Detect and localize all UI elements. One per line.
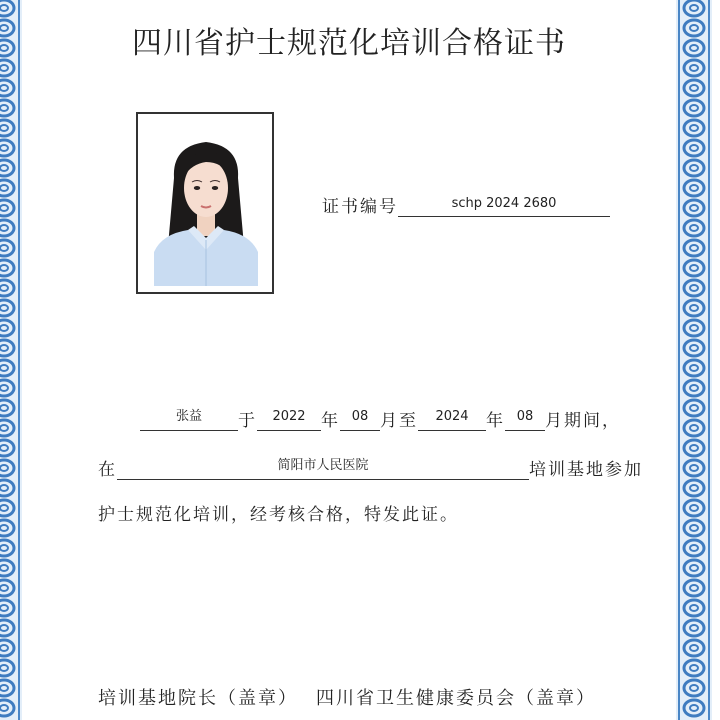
decorative-border-left (0, 0, 22, 720)
text-year-1: 年 (321, 411, 340, 431)
text-base-join: 培训基地参加 (529, 460, 643, 480)
sign-base-director: 培训基地院长（盖章） (98, 688, 298, 709)
text-year-2: 年 (486, 411, 505, 431)
training-hospital: 简阳市人民医院 (117, 459, 529, 480)
certificate-title: 四川省护士规范化培训合格证书 (132, 26, 566, 61)
sign-health-commission: 四川省卫生健康委员会（盖章） (316, 688, 596, 709)
id-portrait-photo (152, 126, 260, 286)
certificate (22, 0, 676, 720)
decorative-border-right (676, 0, 712, 720)
text-month-period: 月期间， (545, 411, 621, 431)
certificate-number-row (322, 192, 610, 217)
certificate-number-value: schp 2024 2680 (398, 196, 610, 217)
start-year: 2022 (257, 410, 321, 431)
training-base-line (98, 455, 643, 480)
text-at: 在 (98, 460, 117, 480)
end-month: 08 (505, 410, 545, 431)
signature-line (98, 684, 596, 710)
training-period-line (140, 406, 621, 431)
certificate-statement: 护士规范化培训，经考核合格，特发此证。 (98, 505, 459, 525)
text-month-to: 月至 (380, 411, 418, 431)
trainee-name: 张益 (140, 410, 238, 431)
end-year: 2024 (418, 410, 486, 431)
photo-frame (136, 112, 274, 294)
start-month: 08 (340, 410, 380, 431)
text-yu: 于 (238, 411, 257, 431)
certificate-number-label: 证书编号 (322, 197, 398, 217)
